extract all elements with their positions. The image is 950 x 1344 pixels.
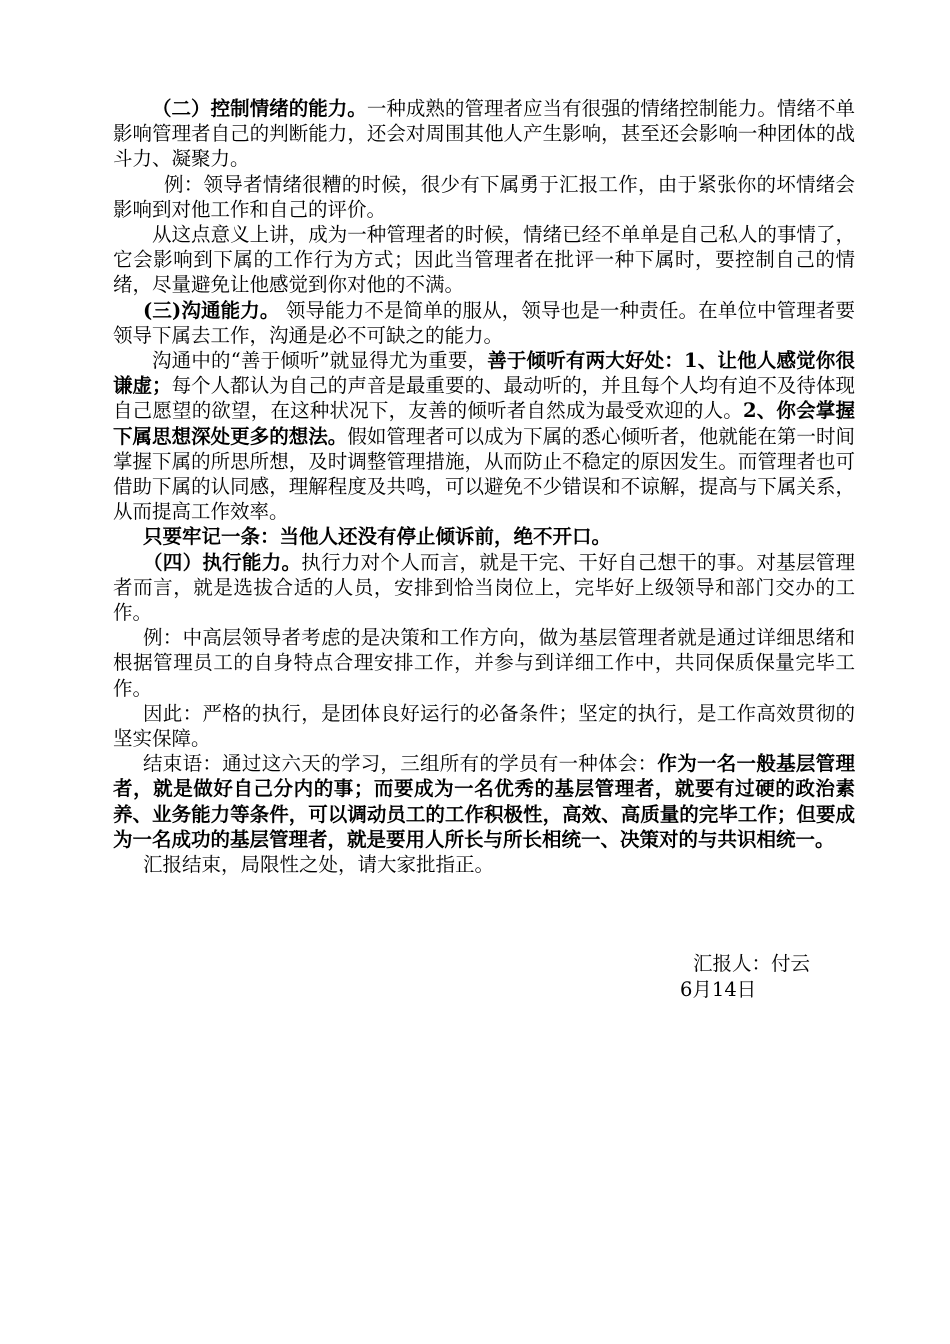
paragraph-conclusion: 结束语：通过这六天的学习，三组所有的学员有一种体会：作为一名一般基层管理者，就是做好自己分内的事；而要成为一名优秀的基层管理者，就要有过硬的政治素养、业务能力等条件，可以调动员工的工作积极性，高效、高质量的完毕工作；但要成为一名成功的基层管理者，就是要用人所长与所长相统一、决策对的与共识相统一。	[113, 752, 855, 851]
paragraph-example-emotion: 例：领导者情绪很糟的时候，很少有下属勇于汇报工作，由于紧张你的坏情绪会影响到对他工作和自己的评价。	[113, 172, 855, 221]
section-heading-emotion: （二）控制情绪的能力。	[152, 97, 367, 120]
paragraph-communication: (三)沟通能力。 领导能力不是简单的服从，领导也是一种责任。在单位中管理者要领导下属去工作，沟通是必不可缺之的能力。	[113, 298, 855, 347]
section-heading-communication: (三)沟通能力。	[143, 298, 280, 322]
paragraph-emotion-meaning: 从这点意义上讲，成为一种管理者的时候，情绪已经不单单是自己私人的事情了，它会影响到下属的工作行为方式；因此当管理者在批评一种下属时，要控制自己的情绪，尽量避免让他感觉到你对他的不满。	[113, 223, 855, 297]
paragraph-closing: 汇报结束，局限性之处，请大家批指正。	[143, 853, 495, 877]
paragraph-execution: （四）执行能力。执行力对个人而言，就是干完、干好自己想干的事。对基层管理者而言，就是选拔合适的人员，安排到恰当岗位上，完毕好上级领导和部门交办的工作。	[113, 550, 855, 625]
paragraph-example-execution: 例：中高层领导者考虑的是决策和工作方向，做为基层管理者就是通过详细思绪和根据管理员工的自身特点合理安排工作，并参与到详细工作中，共同保质保量完毕工作。	[113, 626, 855, 700]
report-date: 6月14日	[680, 978, 757, 1001]
paragraph-listening: 沟通中的“善于倾听”就显得尤为重要，善于倾听有两大好处：1、让他人感觉你很谦虚；每个人都认为自己的声音是最重要的、最动听的，并且每个人均有迫不及待体现自己愿望的欲望，在这种状况下，友善的倾听者自然成为最受欢迎的人。2、你会掌握下属思想深处更多的想法。假如管理者可以成为下属的悉心倾听者，他就能在第一时间掌握下属的所思所想，及时调整管理措施，从而防止不稳定的原因发生。而管理者也可借助下属的认同感，理解程度及共鸣，可以避免不少错误和不谅解，提高与下属关系，从而提高工作效率。	[113, 349, 855, 524]
reporter-signature: 汇报人：付云	[693, 952, 811, 975]
section-heading-execution: （四）执行能力。	[143, 550, 302, 574]
paragraph-remember: 只要牢记一条：当他人还没有停止倾诉前，绝不开口。	[143, 525, 612, 549]
paragraph-emotion-control: （二）控制情绪的能力。一种成熟的管理者应当有很强的情绪控制能力。情绪不单影响管理者自己的判断能力，还会对周围其他人产生影响，甚至还会影响一种团体的战斗力、凝聚力。	[113, 97, 855, 171]
document-body	[113, 96, 855, 877]
paragraph-therefore: 因此：严格的执行，是团体良好运行的必备条件；坚定的执行，是工作高效贯彻的坚实保障。	[113, 701, 855, 751]
